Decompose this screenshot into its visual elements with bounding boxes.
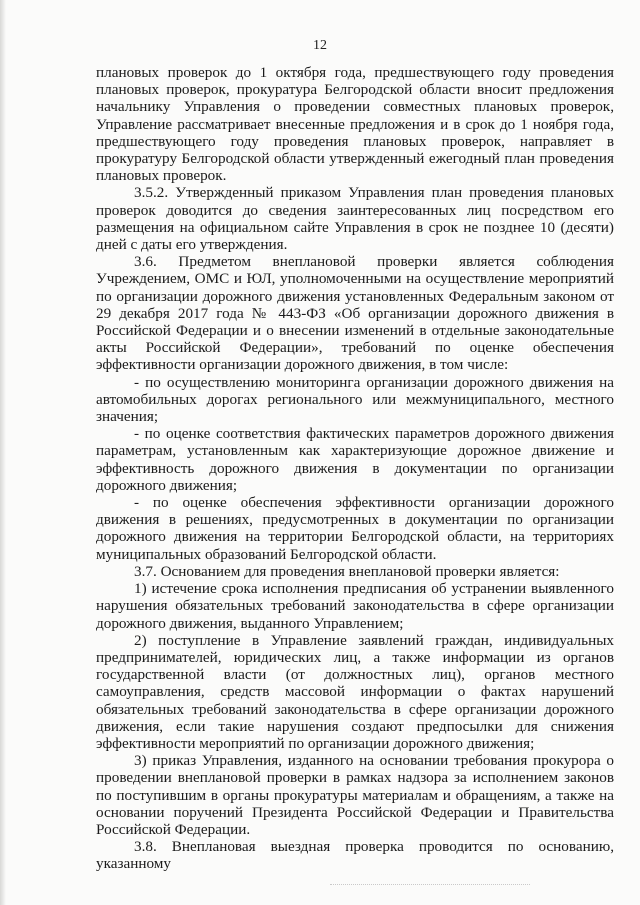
paragraph-3-7: 3.7. Основанием для проведения внеплановой проверки является: — [134, 562, 560, 580]
list-item-2: 2) поступление в Управление заявлений граждан, индивидуальных предпринимателей, юридических лиц, а также информации из органов государственной власти (от должностных лиц), органов местного самоуправления, средств массовой информации о фактах нарушений обязательных требований законодательства в сфере организации дорожного движения, если такие нарушения создают предпосылки для снижения эффективности мероприятий по организации дорожного движения; — [96, 631, 614, 752]
paragraph-3-5-2: 3.5.2. Утвержденный приказом Управления план проведения плановых проверок доводится до сведения заинтересованных лиц посредством его размещения на официальном сайте Управления в срок не позднее 10 (десяти) дней с даты его утверждения. — [96, 184, 614, 254]
paragraph-3-8: 3.8. Внеплановая выездная проверка проводится по основанию, указанному — [96, 838, 614, 873]
scan-artifact-line — [330, 884, 530, 886]
list-item-parameters: - по оценке соответствия фактических параметров дорожного движения параметрам, установленным как характеризующие дорожное движение и эффективность дорожного движения в документации по организации дорожного движения; — [96, 425, 614, 494]
list-item-efficiency: - по оценке обеспечения эффективности организации дорожного движения в решениях, предусмотренных в документации по организации дорожного движения на территории Белгородской области, на территориях муниципальных образований Белгородской области. — [96, 494, 614, 563]
document-body — [96, 64, 614, 873]
list-item-3: 3) приказ Управления, изданного на основании требования прокурора о проведении внеплановой проверки в рамках надзора за исполнением законов по поступившим в органы прокуратуры материалам и обращениям, а также на основании поручений Президента Российской Федерации и Правительства Российской Федерации. — [96, 752, 614, 838]
list-item-monitoring: - по осуществлению мониторинга организации дорожного движения на автомобильных дорогах регионального или межмуниципального, местного значения; — [96, 373, 614, 426]
scan-edge-shadow — [0, 0, 6, 905]
page-number: 12 — [313, 38, 327, 53]
list-item-1: 1) истечение срока исполнения предписания об устранении выявленного нарушения обязательных требований законодательства в сфере организации дорожного движения, выданного Управлением; — [96, 580, 614, 632]
paragraph-3-6: 3.6. Предметом внеплановой проверки является соблюдения Учреждением, ОМС и ЮЛ, уполномоченными на осуществление мероприятий по организации дорожного движения установленных Федеральным законом от 29 декабря 2017 года № 443-ФЗ «Об организации дорожного движения в Российской Федерации и о внесении изменений в отдельные законодательные акты Российской Федерации», требований по оценке обеспечения эффективности организации дорожного движения, в том числе: — [96, 253, 614, 374]
paragraph-continuation: плановых проверок до 1 октября года, предшествующего году проведения плановых проверок, прокуратура Белгородской области вносит предложения начальнику Управления о проведении совместных плановых проверок, Управление рассматривает внесенные предложения и в срок до 1 ноября года, предшествующего году проведения плановых проверок, направляет в прокуратуру Белгородской области утвержденный ежегодный план проведения плановых проверок. — [96, 64, 614, 185]
